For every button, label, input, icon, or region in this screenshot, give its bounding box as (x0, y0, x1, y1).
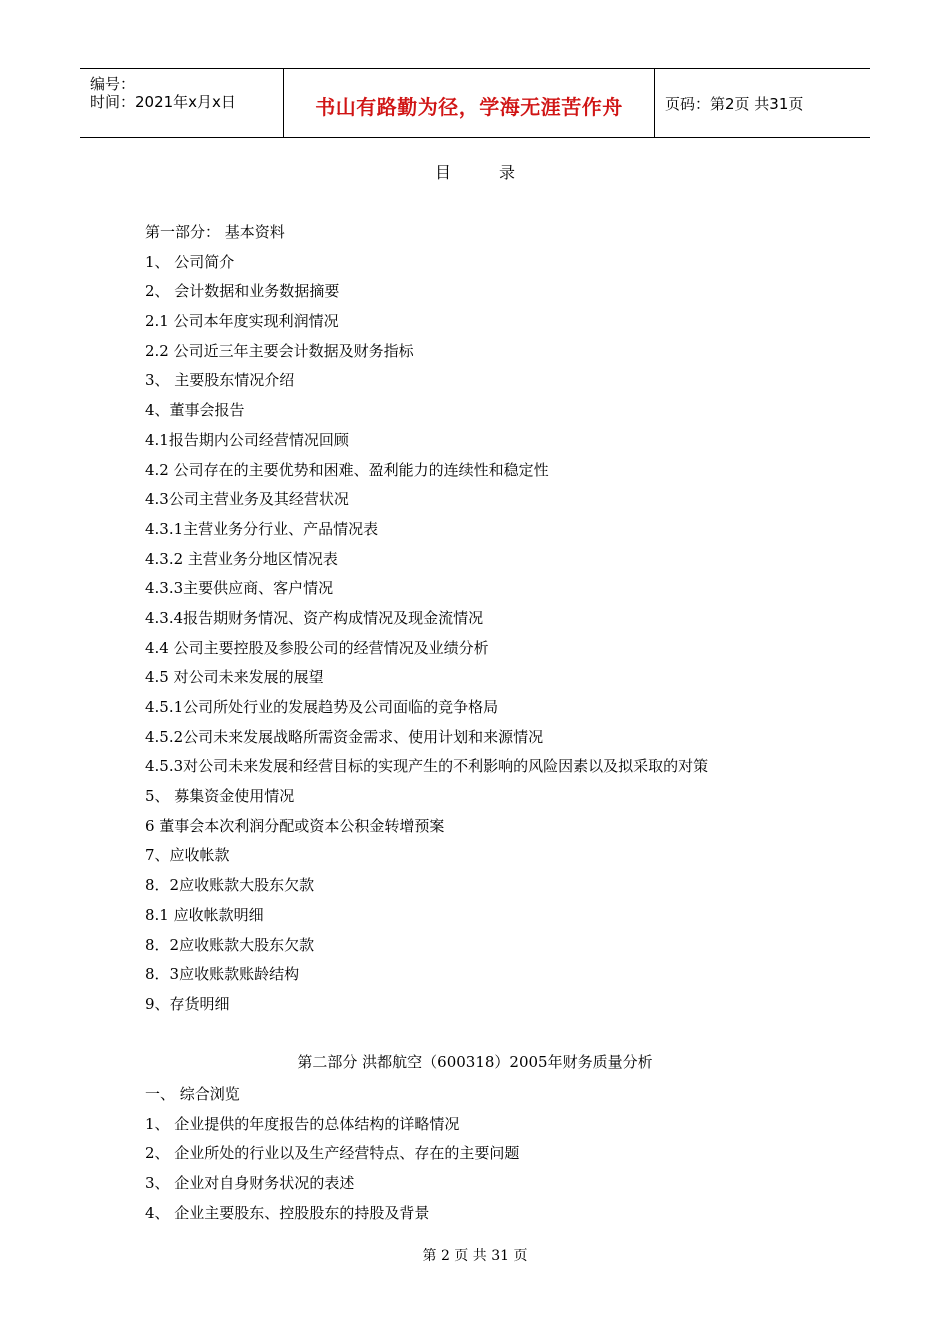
toc-entry: 4.2 公司存在的主要优势和困难、盈利能力的连续性和稳定性 (145, 460, 549, 479)
toc-entry: 4.3.1主营业务分行业、产品情况表 (145, 519, 379, 538)
toc-entry: 8．3应收账款账龄结构 (145, 965, 300, 984)
toc-entry: 4.5.2公司未来发展战略所需资金需求、使用计划和来源情况 (145, 727, 544, 746)
toc-entry: 4.3.2 主营业务分地区情况表 (145, 549, 338, 568)
toc-entry: 4.3.4报告期财务情况、资产构成情况及现金流情况 (145, 608, 484, 627)
toc-entry: 2、 企业所处的行业以及生产经营特点、存在的主要问题 (145, 1144, 520, 1163)
toc-entry: 2、 会计数据和业务数据摘要 (145, 282, 340, 301)
toc-entry: 8．2应收账款大股东欠款 (145, 876, 315, 895)
header-info-cell (80, 69, 284, 137)
toc-entry: 一、 综合浏览 (145, 1085, 240, 1103)
toc-entry: 1、 企业提供的年度报告的总体结构的详略情况 (145, 1114, 460, 1133)
toc-entry: 4.4 公司主要控股及参股公司的经营情况及业绩分析 (145, 638, 489, 657)
toc-entry: 6 董事会本次利润分配或资本公积金转增预案 (145, 816, 445, 835)
toc-entry: 4、董事会报告 (145, 401, 245, 420)
toc-entry: 9、存货明细 (145, 994, 230, 1013)
toc-entry: 8.1 应收帐款明细 (145, 905, 264, 924)
toc-entry: 4.1报告期内公司经营情况回顾 (145, 430, 349, 449)
toc-entry: 4.5 对公司未来发展的展望 (145, 668, 324, 687)
toc-entry: 8．2应收账款大股东欠款 (145, 935, 315, 954)
toc-entry: 4.3.3主要供应商、客户情况 (145, 579, 334, 598)
toc-entry: 7、应收帐款 (145, 846, 230, 865)
document-number-label: 编号： (90, 75, 136, 93)
toc-entry: 4、 企业主要股东、控股股东的持股及背景 (145, 1203, 430, 1222)
header-page-code: 页码：第2页 共31页 (665, 95, 804, 113)
toc-entry: 3、 企业对自身财务状况的表述 (145, 1174, 355, 1193)
header-motto-cell (284, 69, 655, 137)
toc-entry: 第一部分： 基本资料 (145, 223, 285, 241)
page-footer: 第 2 页 共 31 页 (422, 1248, 528, 1264)
toc-entry: 2.2 公司近三年主要会计数据及财务指标 (145, 341, 414, 360)
toc-entry: 4.5.1公司所处行业的发展趋势及公司面临的竞争格局 (145, 698, 499, 716)
toc-title-char-2: 录 (499, 163, 516, 182)
toc-list (145, 218, 708, 1020)
toc-entry: 1、 公司简介 (145, 252, 235, 271)
part-two-title: 第二部分 洪都航空（600318）2005年财务质量分析 (297, 1053, 653, 1071)
toc-entry: 5、 募集资金使用情况 (145, 787, 295, 806)
document-date: 时间：2021年x月x日 (90, 93, 236, 111)
toc-entry: 2.1 公司本年度实现利润情况 (145, 312, 339, 331)
toc-title (0, 160, 950, 183)
page-header (80, 68, 870, 138)
toc-entry: 4.3公司主营业务及其经营状况 (145, 490, 349, 509)
header-page-cell (655, 69, 870, 137)
toc-entry: 3、 主要股东情况介绍 (145, 371, 295, 390)
motto-text: 书山有路勤为径，学海无涯苦作舟 (315, 95, 623, 119)
toc-title-char-1: 目 (434, 163, 451, 182)
part-two-list (145, 1080, 519, 1228)
toc-entry: 4.5.3对公司未来发展和经营目标的实现产生的不利影响的风险因素以及拟采取的对策 (145, 757, 709, 776)
